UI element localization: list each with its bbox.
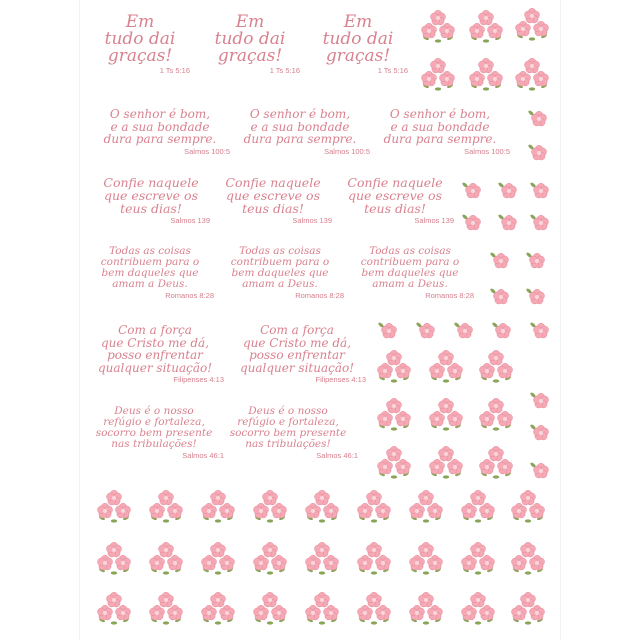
verse-line: qualquer situação! bbox=[239, 360, 355, 375]
verse-line: Confie naquele bbox=[103, 175, 199, 190]
verse-line: refúgio e fortaleza, bbox=[237, 416, 339, 429]
verse-line: Em bbox=[343, 12, 373, 32]
pink-flower-cluster-icon bbox=[428, 398, 464, 432]
sticker-deus-refugio-1 bbox=[84, 406, 224, 460]
verse-reference: Salmos 100:5 bbox=[464, 146, 510, 156]
pink-flower-icon bbox=[528, 142, 548, 162]
pink-flower-icon bbox=[530, 320, 550, 340]
verse-reference: Filipenses 4:13 bbox=[315, 375, 366, 385]
verse-reference: 1 Ts 5:16 bbox=[269, 66, 300, 75]
pink-flower-cluster-icon bbox=[356, 592, 392, 626]
verse-line: Confie naquele bbox=[347, 175, 443, 190]
verse-line: Deus é o nosso bbox=[248, 405, 328, 417]
pink-flower-icon bbox=[490, 286, 510, 306]
verse-reference: Salmos 46:1 bbox=[316, 451, 358, 461]
verse-reference: Salmos 139 bbox=[170, 216, 210, 226]
verse-line: posso enfrentar bbox=[249, 348, 345, 363]
verse-line: contribuem para o bbox=[100, 256, 200, 269]
verse-line: amam a Deus. bbox=[372, 278, 448, 291]
verse-line: Todas as coisas bbox=[109, 245, 191, 257]
sticker-sheet bbox=[80, 0, 560, 640]
verse-line: dura para sempre. bbox=[103, 132, 217, 147]
sticker-em-tudo-3 bbox=[308, 14, 408, 75]
pink-flower-icon bbox=[490, 250, 510, 270]
verse-line: que escreve os bbox=[104, 188, 198, 204]
verse-line: bem daqueles que bbox=[361, 267, 459, 280]
verse-line: e a sua bondade bbox=[390, 119, 490, 134]
pink-flower-cluster-icon bbox=[148, 592, 184, 626]
verse-line: teus dias! bbox=[120, 201, 182, 217]
verse-line: que Cristo me dá, bbox=[100, 335, 210, 350]
sticker-deus-refugio-2 bbox=[218, 406, 358, 460]
verse-line: teus dias! bbox=[242, 201, 304, 217]
sticker-senhor-bom-2 bbox=[230, 108, 370, 156]
pink-flower-cluster-icon bbox=[408, 542, 444, 576]
verse-line: Em bbox=[125, 12, 155, 32]
pink-flower-cluster-icon bbox=[510, 592, 546, 626]
verse-line: socorro bem presente bbox=[229, 427, 347, 440]
verse-line: Confie naquele bbox=[225, 175, 321, 190]
pink-flower-icon bbox=[530, 180, 550, 200]
pink-flower-cluster-icon bbox=[460, 592, 496, 626]
pink-flower-icon bbox=[528, 108, 548, 128]
verse-line: Todas as coisas bbox=[239, 245, 321, 257]
verse-line: contribuem para o bbox=[360, 256, 460, 269]
verse-line: graças! bbox=[107, 46, 173, 66]
verse-line: graças! bbox=[325, 46, 391, 66]
pink-flower-cluster-icon bbox=[376, 398, 412, 432]
pink-flower-cluster-icon bbox=[356, 490, 392, 524]
pink-flower-icon bbox=[530, 460, 550, 480]
verse-line: Com a força bbox=[118, 323, 192, 337]
verse-line: bem daqueles que bbox=[231, 267, 329, 280]
pink-flower-icon bbox=[526, 286, 546, 306]
verse-line: graças! bbox=[217, 46, 283, 66]
verse-line: tudo dai bbox=[214, 29, 286, 49]
pink-flower-cluster-icon bbox=[408, 490, 444, 524]
verse-line: e a sua bondade bbox=[110, 119, 210, 134]
pink-flower-icon bbox=[530, 390, 550, 410]
sticker-com-a-forca-2 bbox=[228, 324, 366, 384]
verse-line: Com a força bbox=[260, 323, 334, 337]
verse-line: nas tribulações! bbox=[245, 438, 331, 451]
pink-flower-icon bbox=[462, 180, 482, 200]
pink-flower-cluster-icon bbox=[356, 542, 392, 576]
verse-line: que Cristo me dá, bbox=[242, 335, 352, 350]
pink-flower-cluster-icon bbox=[468, 58, 504, 92]
pink-flower-cluster-icon bbox=[96, 542, 132, 576]
verse-line: Deus é o nosso bbox=[114, 405, 194, 417]
verse-line: dura para sempre. bbox=[243, 132, 357, 147]
verse-reference: Salmos 100:5 bbox=[184, 146, 230, 156]
pink-flower-cluster-icon bbox=[148, 542, 184, 576]
pink-flower-cluster-icon bbox=[304, 542, 340, 576]
pink-flower-cluster-icon bbox=[96, 592, 132, 626]
sticker-senhor-bom-1 bbox=[90, 108, 230, 156]
pink-flower-cluster-icon bbox=[428, 350, 464, 384]
pink-flower-icon bbox=[462, 212, 482, 232]
sticker-em-tudo-1 bbox=[90, 14, 190, 75]
pink-flower-cluster-icon bbox=[376, 350, 412, 384]
verse-reference: 1 Ts 5:16 bbox=[159, 66, 190, 75]
pink-flower-cluster-icon bbox=[96, 490, 132, 524]
verse-line: refúgio e fortaleza, bbox=[103, 416, 205, 429]
pink-flower-cluster-icon bbox=[252, 592, 288, 626]
verse-line: que escreve os bbox=[348, 188, 442, 204]
verse-line: que escreve os bbox=[226, 188, 320, 204]
verse-reference: Romanos 8:28 bbox=[165, 291, 214, 301]
verse-line: nas tribulações! bbox=[111, 438, 197, 451]
verse-line: O senhor é bom, bbox=[249, 107, 351, 121]
verse-line: posso enfrentar bbox=[107, 348, 203, 363]
verse-line: contribuem para o bbox=[230, 256, 330, 269]
verse-line: amam a Deus. bbox=[242, 278, 318, 291]
pink-flower-icon bbox=[416, 320, 436, 340]
sticker-com-a-forca-1 bbox=[86, 324, 224, 384]
verse-line: Todas as coisas bbox=[369, 245, 451, 257]
verse-line: e a sua bondade bbox=[250, 119, 350, 134]
pink-flower-icon bbox=[498, 212, 518, 232]
pink-flower-cluster-icon bbox=[468, 10, 504, 44]
sticker-todas-coisas-1 bbox=[86, 246, 214, 300]
sticker-todas-coisas-3 bbox=[346, 246, 474, 300]
verse-line: amam a Deus. bbox=[112, 278, 188, 291]
sticker-todas-coisas-2 bbox=[216, 246, 344, 300]
verse-reference: Salmos 139 bbox=[414, 216, 454, 226]
pink-flower-icon bbox=[454, 320, 474, 340]
verse-reference: Salmos 46:1 bbox=[182, 451, 224, 461]
verse-line: dura para sempre. bbox=[383, 132, 497, 147]
verse-reference: Salmos 100:5 bbox=[324, 146, 370, 156]
verse-line: O senhor é bom, bbox=[109, 107, 211, 121]
pink-flower-cluster-icon bbox=[478, 398, 514, 432]
pink-flower-cluster-icon bbox=[514, 58, 550, 92]
pink-flower-cluster-icon bbox=[428, 446, 464, 480]
pink-flower-cluster-icon bbox=[200, 490, 236, 524]
pink-flower-cluster-icon bbox=[200, 542, 236, 576]
verse-reference: Filipenses 4:13 bbox=[173, 375, 224, 385]
verse-line: qualquer situação! bbox=[97, 360, 213, 375]
verse-line: teus dias! bbox=[364, 201, 426, 217]
verse-reference: Romanos 8:28 bbox=[425, 291, 474, 301]
verse-reference: Romanos 8:28 bbox=[295, 291, 344, 301]
pink-flower-icon bbox=[378, 320, 398, 340]
pink-flower-cluster-icon bbox=[376, 446, 412, 480]
pink-flower-cluster-icon bbox=[510, 490, 546, 524]
verse-line: tudo dai bbox=[322, 29, 394, 49]
pink-flower-cluster-icon bbox=[408, 592, 444, 626]
pink-flower-cluster-icon bbox=[510, 542, 546, 576]
pink-flower-cluster-icon bbox=[420, 10, 456, 44]
sticker-senhor-bom-3 bbox=[370, 108, 510, 156]
pink-flower-cluster-icon bbox=[460, 490, 496, 524]
sticker-confie-1 bbox=[92, 176, 210, 225]
pink-flower-icon bbox=[498, 180, 518, 200]
verse-line: socorro bem presente bbox=[95, 427, 213, 440]
pink-flower-icon bbox=[526, 250, 546, 270]
pink-flower-cluster-icon bbox=[460, 542, 496, 576]
verse-line: O senhor é bom, bbox=[389, 107, 491, 121]
verse-line: bem daqueles que bbox=[101, 267, 199, 280]
pink-flower-icon bbox=[530, 422, 550, 442]
pink-flower-cluster-icon bbox=[478, 446, 514, 480]
sticker-confie-3 bbox=[336, 176, 454, 225]
pink-flower-cluster-icon bbox=[252, 542, 288, 576]
pink-flower-cluster-icon bbox=[304, 592, 340, 626]
pink-flower-cluster-icon bbox=[514, 8, 550, 42]
pink-flower-cluster-icon bbox=[478, 350, 514, 384]
pink-flower-icon bbox=[530, 212, 550, 232]
sticker-confie-2 bbox=[214, 176, 332, 225]
verse-line: Em bbox=[235, 12, 265, 32]
pink-flower-cluster-icon bbox=[304, 490, 340, 524]
verse-reference: 1 Ts 5:16 bbox=[377, 66, 408, 75]
pink-flower-cluster-icon bbox=[420, 58, 456, 92]
sticker-em-tudo-2 bbox=[200, 14, 300, 75]
pink-flower-cluster-icon bbox=[148, 490, 184, 524]
pink-flower-icon bbox=[492, 320, 512, 340]
verse-line: tudo dai bbox=[104, 29, 176, 49]
verse-reference: Salmos 139 bbox=[292, 216, 332, 226]
pink-flower-cluster-icon bbox=[252, 490, 288, 524]
pink-flower-cluster-icon bbox=[200, 592, 236, 626]
